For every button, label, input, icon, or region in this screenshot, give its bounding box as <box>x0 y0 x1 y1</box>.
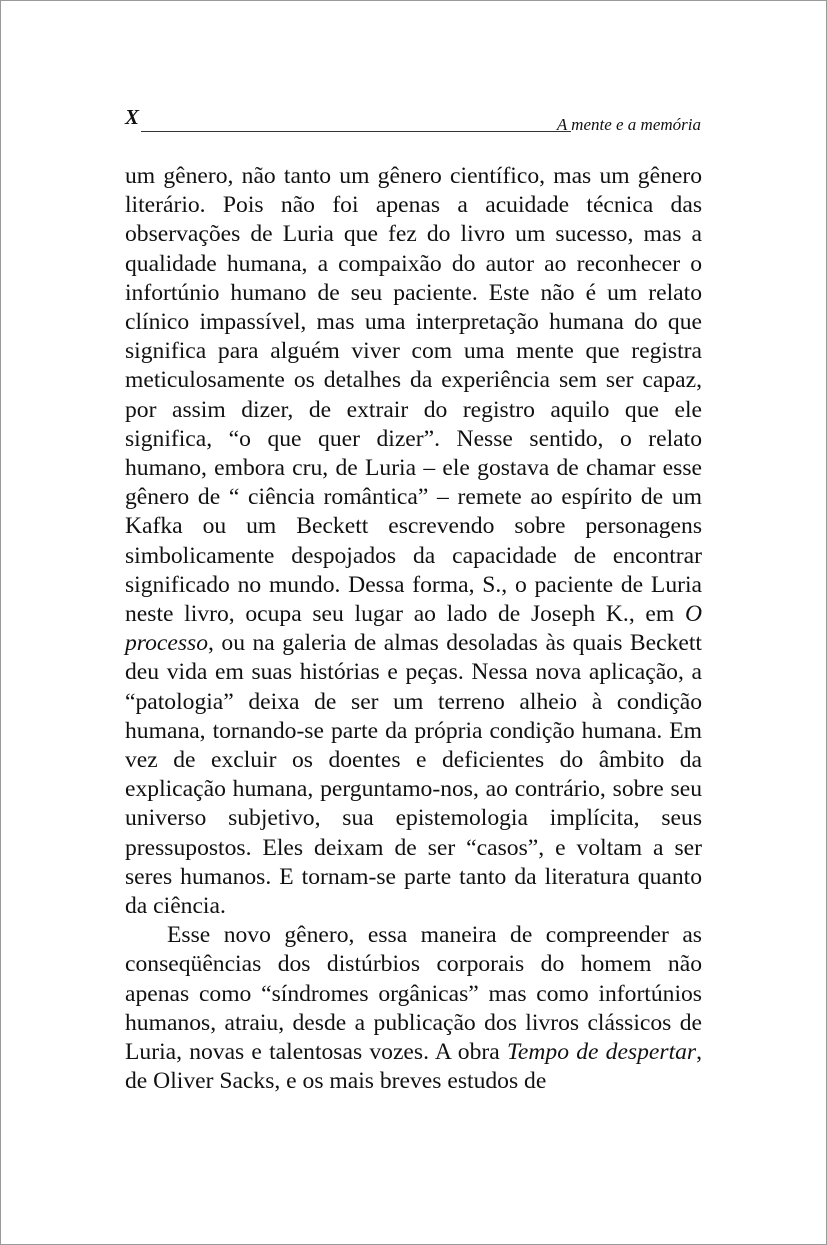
paragraph-2 <box>125 921 702 1096</box>
paragraph-1-text-a: um gênero, não tanto um gênero científico, mas um gênero literário. Pois não foi apenas a acuidade técnica das observações de Luria que fez do livro um sucesso, mas a qualidade humana, a compaixão do autor ao reconhecer o infortúnio humano de seu paciente. Este não é um relato clínico impassível, mas uma interpretação humana do que significa para alguém viver com uma mente que registra meticulosamente os detalhes da experiência sem ser capaz, por assim dizer, de extrair do registro aquilo que ele significa, “o que quer dizer”. Nesse sentido, o relato humano, embora cru, de Luria – ele gostava de chamar esse gênero de “ ciência romântica” – remete ao espírito de um Kafka ou um Beckett escrevendo sobre personagens simbolicamente despojados da capacidade de encontrar significado no mundo. Dessa forma, S., o paciente de Luria neste livro, ocupa seu lugar ao lado de Joseph K., em <box>125 163 702 628</box>
book-title-o-processo: O processo <box>125 601 702 657</box>
header-rule <box>141 131 571 132</box>
running-title: A mente e a memória <box>556 115 701 134</box>
paragraph-1 <box>125 162 702 921</box>
book-title-tempo-de-despertar: Tempo de despertar <box>506 1039 697 1066</box>
running-header <box>125 101 701 135</box>
body-text <box>125 162 702 1097</box>
paragraph-2-text-b: , de Oliver Sacks, e os mais breves estudos de <box>125 1039 703 1095</box>
paragraph-2-text-a: Esse novo gênero, essa maneira de compreender as conseqüências dos distúrbios corporais do homem não apenas como “síndromes orgânicas” mas como infortúnios humanos, atraiu, desde a publicação dos livros clássicos de Luria, novas e talentosas vozes. A obra <box>125 922 702 1066</box>
paragraph-1-text-b: , ou na galeria de almas desoladas às quais Beckett deu vida em suas histórias e peças. Nessa nova aplicação, a “patologia” deixa de ser um terreno alheio à condição humana, tornando-se parte da própria condição humana. Em vez de excluir os doentes e deficientes do âmbito da explicação humana, perguntamo-nos, ao contrário, sobre seu universo subjetivo, sua epistemologia implícita, seus pressupostos. Eles deixam de ser “casos”, e voltam a ser seres humanos. E tornam-se parte tanto da literatura quanto da ciência. <box>125 630 702 920</box>
page-number: X <box>125 105 140 129</box>
